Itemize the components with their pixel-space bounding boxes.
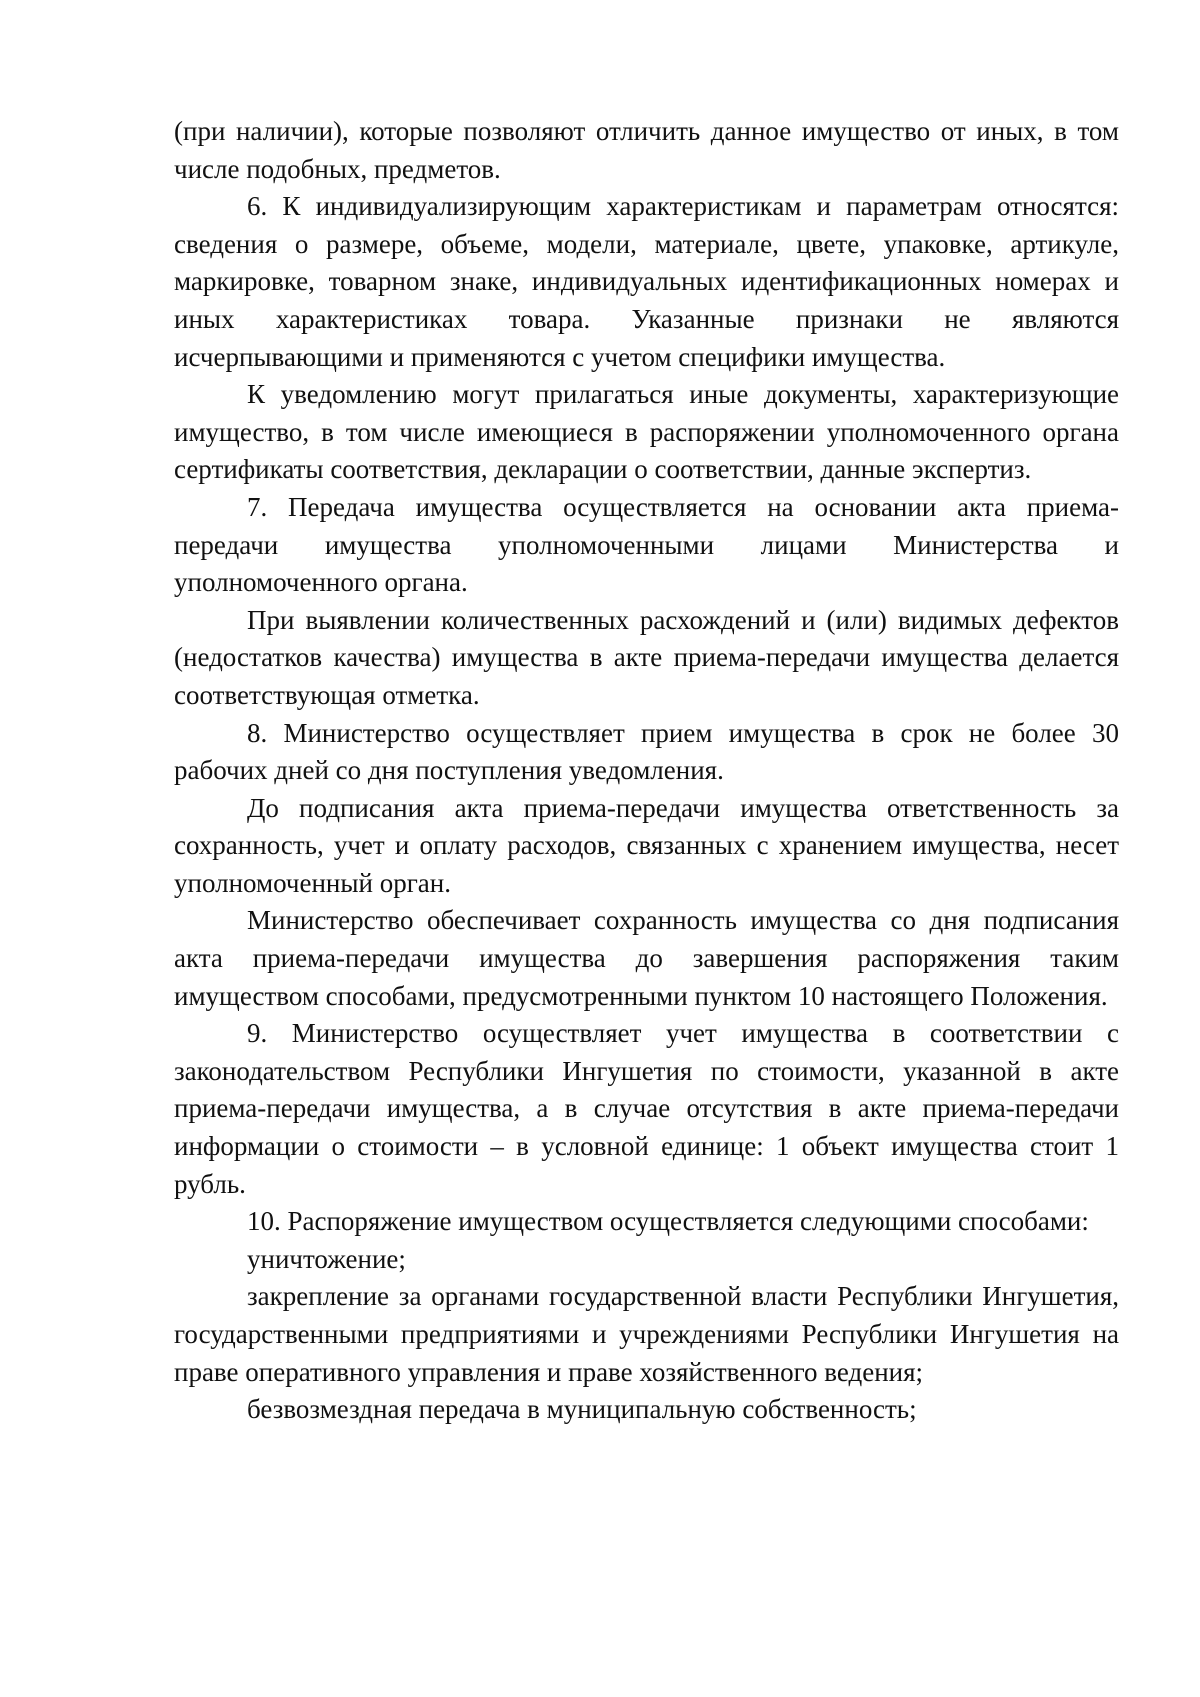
list-item-assignment: закрепление за органами государственной власти Республики Ингушетия, государственными предприятиями и учреждениями Республики Ингушетия на праве оперативного управления и праве хозяйственного ведения; [174,1281,1119,1387]
paragraph-safekeeping: Министерство обеспечивает сохранность имущества со дня подписания акта приема-передачи имущества до завершения распоряжения таким имуществом способами, предусмотренными пунктом 10 настоящего Положения. [174,905,1119,1011]
paragraph-item-8: 8. Министерство осуществляет прием имущества в срок не более 30 рабочих дней со дня поступления уведомления. [174,717,1119,786]
paragraph-item-7: 7. Передача имущества осуществляется на основании акта приема-передачи имущества уполномоченными лицами Министерства и уполномоченного органа. [174,491,1119,598]
list-item-municipal-transfer: безвозмездная передача в муниципальную собственность; [247,1394,917,1425]
paragraph-item-9: 9. Министерство осуществляет учет имущества в соответствии с законодательством Республики Ингушетия по стоимости, указанной в акте приема-передачи имущества, а в случае отсутствия в акте приема-передачи информации о стоимости – в условной единице: 1 объект имущества стоит 1 рубль. [174,1018,1119,1199]
paragraph-item-10: 10. Распоряжение имуществом осуществляется следующими способами: [247,1206,1089,1237]
paragraph-discrepancies: При выявлении количественных расхождений и (или) видимых дефектов (недостатков качества) имущества в акте приема-передачи имущества делается соответствующая отметка. [174,604,1119,710]
paragraph-item-6: 6. К индивидуализирующим характеристикам и параметрам относятся: сведения о размере, объеме, модели, материале, цвете, упаковке, артикуле, маркировке, товарном знаке, индивидуальных идентификационных номерах и иных характеристиках товара. Указанные признаки не являются исчерпывающими и применяются с учетом специфики имущества. [174,191,1119,372]
list-item-destruction: уничтожение; [247,1243,406,1274]
paragraph-responsibility: До подписания акта приема-передачи имущества ответственность за сохранность, учет и оплату расходов, связанных с хранением имущества, несет уполномоченный орган. [174,792,1119,898]
paragraph-attachments: К уведомлению могут прилагаться иные документы, характеризующие имущество, в том числе имеющиеся в распоряжении уполномоченного органа сертификаты соответствия, декларации о соответствии, данные экспертиз. [174,379,1119,485]
document-body [174,113,1119,1429]
paragraph-continuation: (при наличии), которые позволяют отличить данное имущество от иных, в том числе подобных, предметов. [174,116,1119,184]
